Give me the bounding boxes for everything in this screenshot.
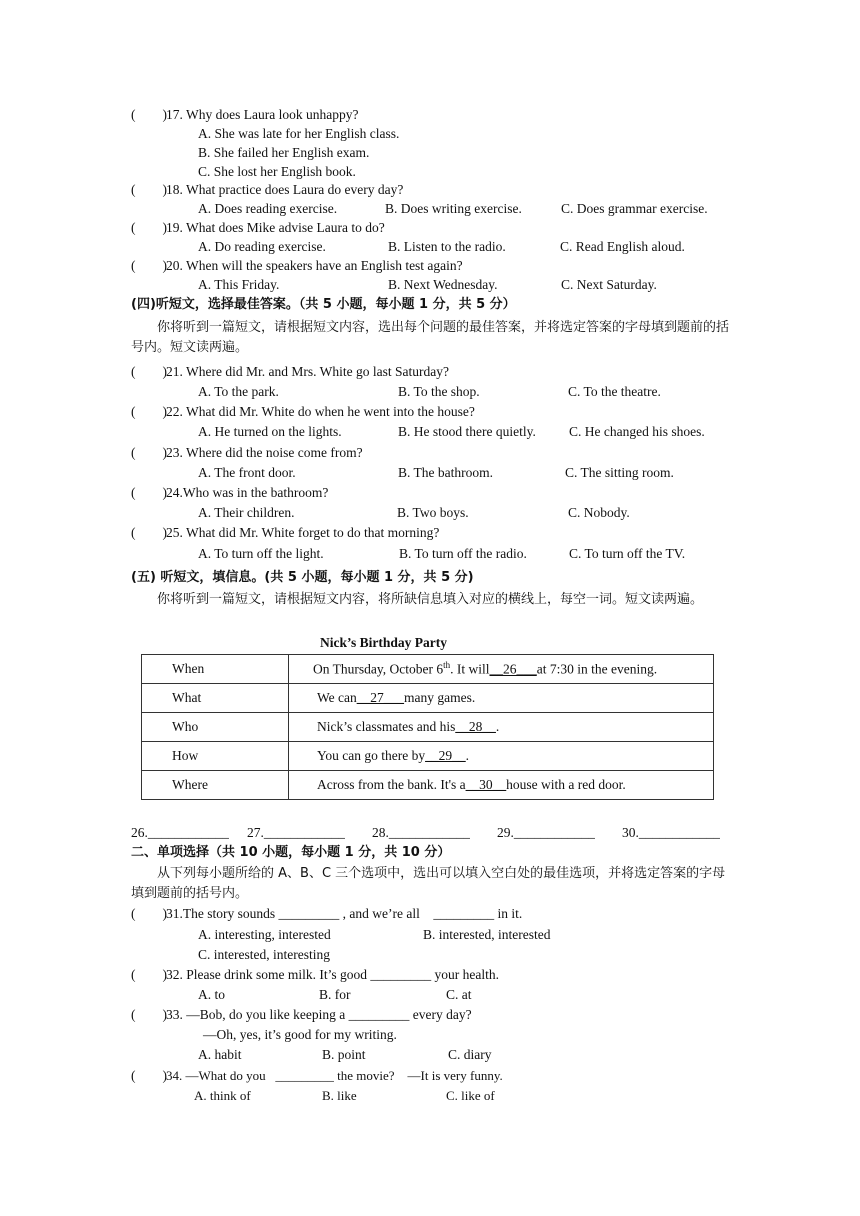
option-c: C. interested, interesting: [198, 947, 330, 962]
row-key: How: [142, 742, 289, 771]
option-b: B. She failed her English exam.: [198, 145, 370, 160]
option-b: B. Listen to the radio.: [388, 239, 506, 254]
row-key: Where: [142, 771, 289, 800]
option-b: B. Next Wednesday.: [388, 277, 498, 292]
answer-blank-28[interactable]: 28.____________: [372, 825, 470, 840]
option-c: C. at: [446, 987, 472, 1002]
answer-paren[interactable]: ( ): [131, 1007, 167, 1022]
option-a: A. To turn off the light.: [198, 546, 324, 561]
option-a: A. Their children.: [198, 505, 295, 520]
answer-paren[interactable]: ( ): [131, 485, 167, 500]
answer-paren[interactable]: ( ): [131, 364, 167, 379]
question-25: 25. What did Mr. White forget to do that morning?: [166, 525, 440, 540]
question-32: 32. Please drink some milk. It’s good _________ your health.: [166, 967, 499, 982]
option-c: C. To the theatre.: [568, 384, 661, 399]
option-c: C. To turn off the TV.: [569, 546, 686, 561]
row-value: Nick’s classmates and his__28__.: [289, 713, 714, 742]
question-24: 24.Who was in the bathroom?: [166, 485, 329, 500]
row-key: What: [142, 684, 289, 713]
question-21: 21. Where did Mr. and Mrs. White go last Saturday?: [166, 364, 449, 379]
question-33-reply: —Oh, yes, it’s good for my writing.: [203, 1027, 397, 1042]
answer-blank-30[interactable]: 30.____________: [622, 825, 720, 840]
answer-blank-29[interactable]: 29.____________: [497, 825, 595, 840]
option-a: A. She was late for her English class.: [198, 126, 400, 141]
row-key: When: [142, 655, 289, 684]
table-title: Nick’s Birthday Party: [320, 635, 447, 650]
question-18: 18. What practice does Laura do every day?: [166, 182, 404, 197]
blank-26[interactable]: __26___: [489, 661, 537, 677]
answer-paren[interactable]: ( ): [131, 525, 167, 540]
option-c: C. She lost her English book.: [198, 164, 356, 179]
info-table: [141, 654, 714, 800]
question-33: 33. —Bob, do you like keeping a _________ every day?: [166, 1007, 472, 1022]
option-b: B. Does writing exercise.: [385, 201, 522, 216]
row-value: You can go there by__29__.: [289, 742, 714, 771]
question-19: 19. What does Mike advise Laura to do?: [166, 220, 385, 235]
blank-29[interactable]: __29__: [425, 748, 466, 763]
option-b: B. point: [322, 1047, 366, 1062]
option-c: C. Does grammar exercise.: [561, 201, 708, 216]
option-a: A. To the park.: [198, 384, 279, 399]
option-a: A. This Friday.: [198, 277, 280, 292]
option-c: C. Nobody.: [568, 505, 630, 520]
question-34: 34. —What do you _________ the movie? —It is very funny.: [166, 1068, 503, 1083]
option-b: B. He stood there quietly.: [398, 424, 536, 439]
answer-paren[interactable]: ( ): [131, 182, 167, 197]
section-4-instructions: 你将听到一篇短文，请根据短文内容，选出每个问题的最佳答案，并将选定答案的字母填到题前的括号内。短文读两遍。: [131, 320, 730, 355]
option-c: C. diary: [448, 1047, 492, 1062]
answer-paren[interactable]: ( ): [131, 445, 167, 460]
question-23: 23. Where did the noise come from?: [166, 445, 363, 460]
option-c: C. like of: [446, 1088, 495, 1103]
row-value: We can__27___many games.: [289, 684, 714, 713]
table-row: [142, 655, 714, 684]
option-a: A. The front door.: [198, 465, 296, 480]
option-b: B. To turn off the radio.: [399, 546, 527, 561]
table-row: [142, 684, 714, 713]
question-22: 22. What did Mr. White do when he went into the house?: [166, 404, 475, 419]
question-31: 31.The story sounds _________ , and we’re all _________ in it.: [166, 906, 523, 921]
part-2-title: 二、单项选择（共 10 小题，每小题 1 分，共 10 分）: [131, 845, 451, 860]
row-key: Who: [142, 713, 289, 742]
blank-30[interactable]: __30__: [465, 777, 507, 792]
option-b: B. The bathroom.: [398, 465, 493, 480]
option-b: B. for: [319, 987, 351, 1002]
option-c: C. The sitting room.: [565, 465, 674, 480]
question-20: 20. When will the speakers have an English test again?: [166, 258, 463, 273]
blank-28[interactable]: __28__: [455, 719, 496, 734]
table-row: [142, 713, 714, 742]
option-a: A. Do reading exercise.: [198, 239, 326, 254]
option-c: C. He changed his shoes.: [569, 424, 705, 439]
section-5-instructions: 你将听到一篇短文，请根据短文内容，将所缺信息填入对应的横线上，每空一词。短文读两遍。: [157, 592, 704, 607]
row-value: Across from the bank. It's a__30__house with a red door.: [289, 771, 714, 800]
option-c: C. Next Saturday.: [561, 277, 657, 292]
answer-paren[interactable]: ( ): [131, 967, 167, 982]
option-b: B. Two boys.: [397, 505, 469, 520]
part-2-instructions: 从下列每小题所给的 A、B、C 三个选项中，选出可以填入空白处的最佳选项，并将选定答案的字母填到题前的括号内。: [131, 866, 726, 901]
answer-paren[interactable]: ( ): [131, 258, 167, 273]
option-a: A. He turned on the lights.: [198, 424, 342, 439]
option-b: B. like: [322, 1088, 357, 1103]
option-a: A. interesting, interested: [198, 927, 331, 942]
blank-27[interactable]: __27___: [356, 690, 405, 705]
answer-paren[interactable]: ( ): [131, 220, 167, 235]
option-c: C. Read English aloud.: [560, 239, 685, 254]
option-a: A. Does reading exercise.: [198, 201, 338, 216]
option-a: A. to: [198, 987, 225, 1002]
question-17: 17. Why does Laura look unhappy?: [166, 107, 359, 122]
answer-paren[interactable]: ( ): [131, 906, 167, 921]
section-4-title: (四)听短文，选择最佳答案。（共 5 小题，每小题 1 分，共 5 分）: [131, 297, 516, 312]
option-b: B. interested, interested: [423, 927, 551, 942]
row-value: On Thursday, October 6th. It will__26___at 7:30 in the evening.: [289, 655, 714, 684]
table-row: [142, 742, 714, 771]
answer-paren[interactable]: ( ): [131, 404, 167, 419]
answer-blank-27[interactable]: 27.____________: [247, 825, 345, 840]
option-a: A. habit: [198, 1047, 242, 1062]
option-a: A. think of: [194, 1088, 251, 1103]
answer-blank-26[interactable]: 26.____________: [131, 825, 229, 840]
table-row: [142, 771, 714, 800]
answer-paren[interactable]: ( ): [131, 1068, 167, 1083]
option-b: B. To the shop.: [398, 384, 480, 399]
answer-paren[interactable]: ( ): [131, 107, 167, 122]
section-5-title: (五) 听短文，填信息。(共 5 小题，每小题 1 分，共 5 分): [131, 570, 474, 585]
